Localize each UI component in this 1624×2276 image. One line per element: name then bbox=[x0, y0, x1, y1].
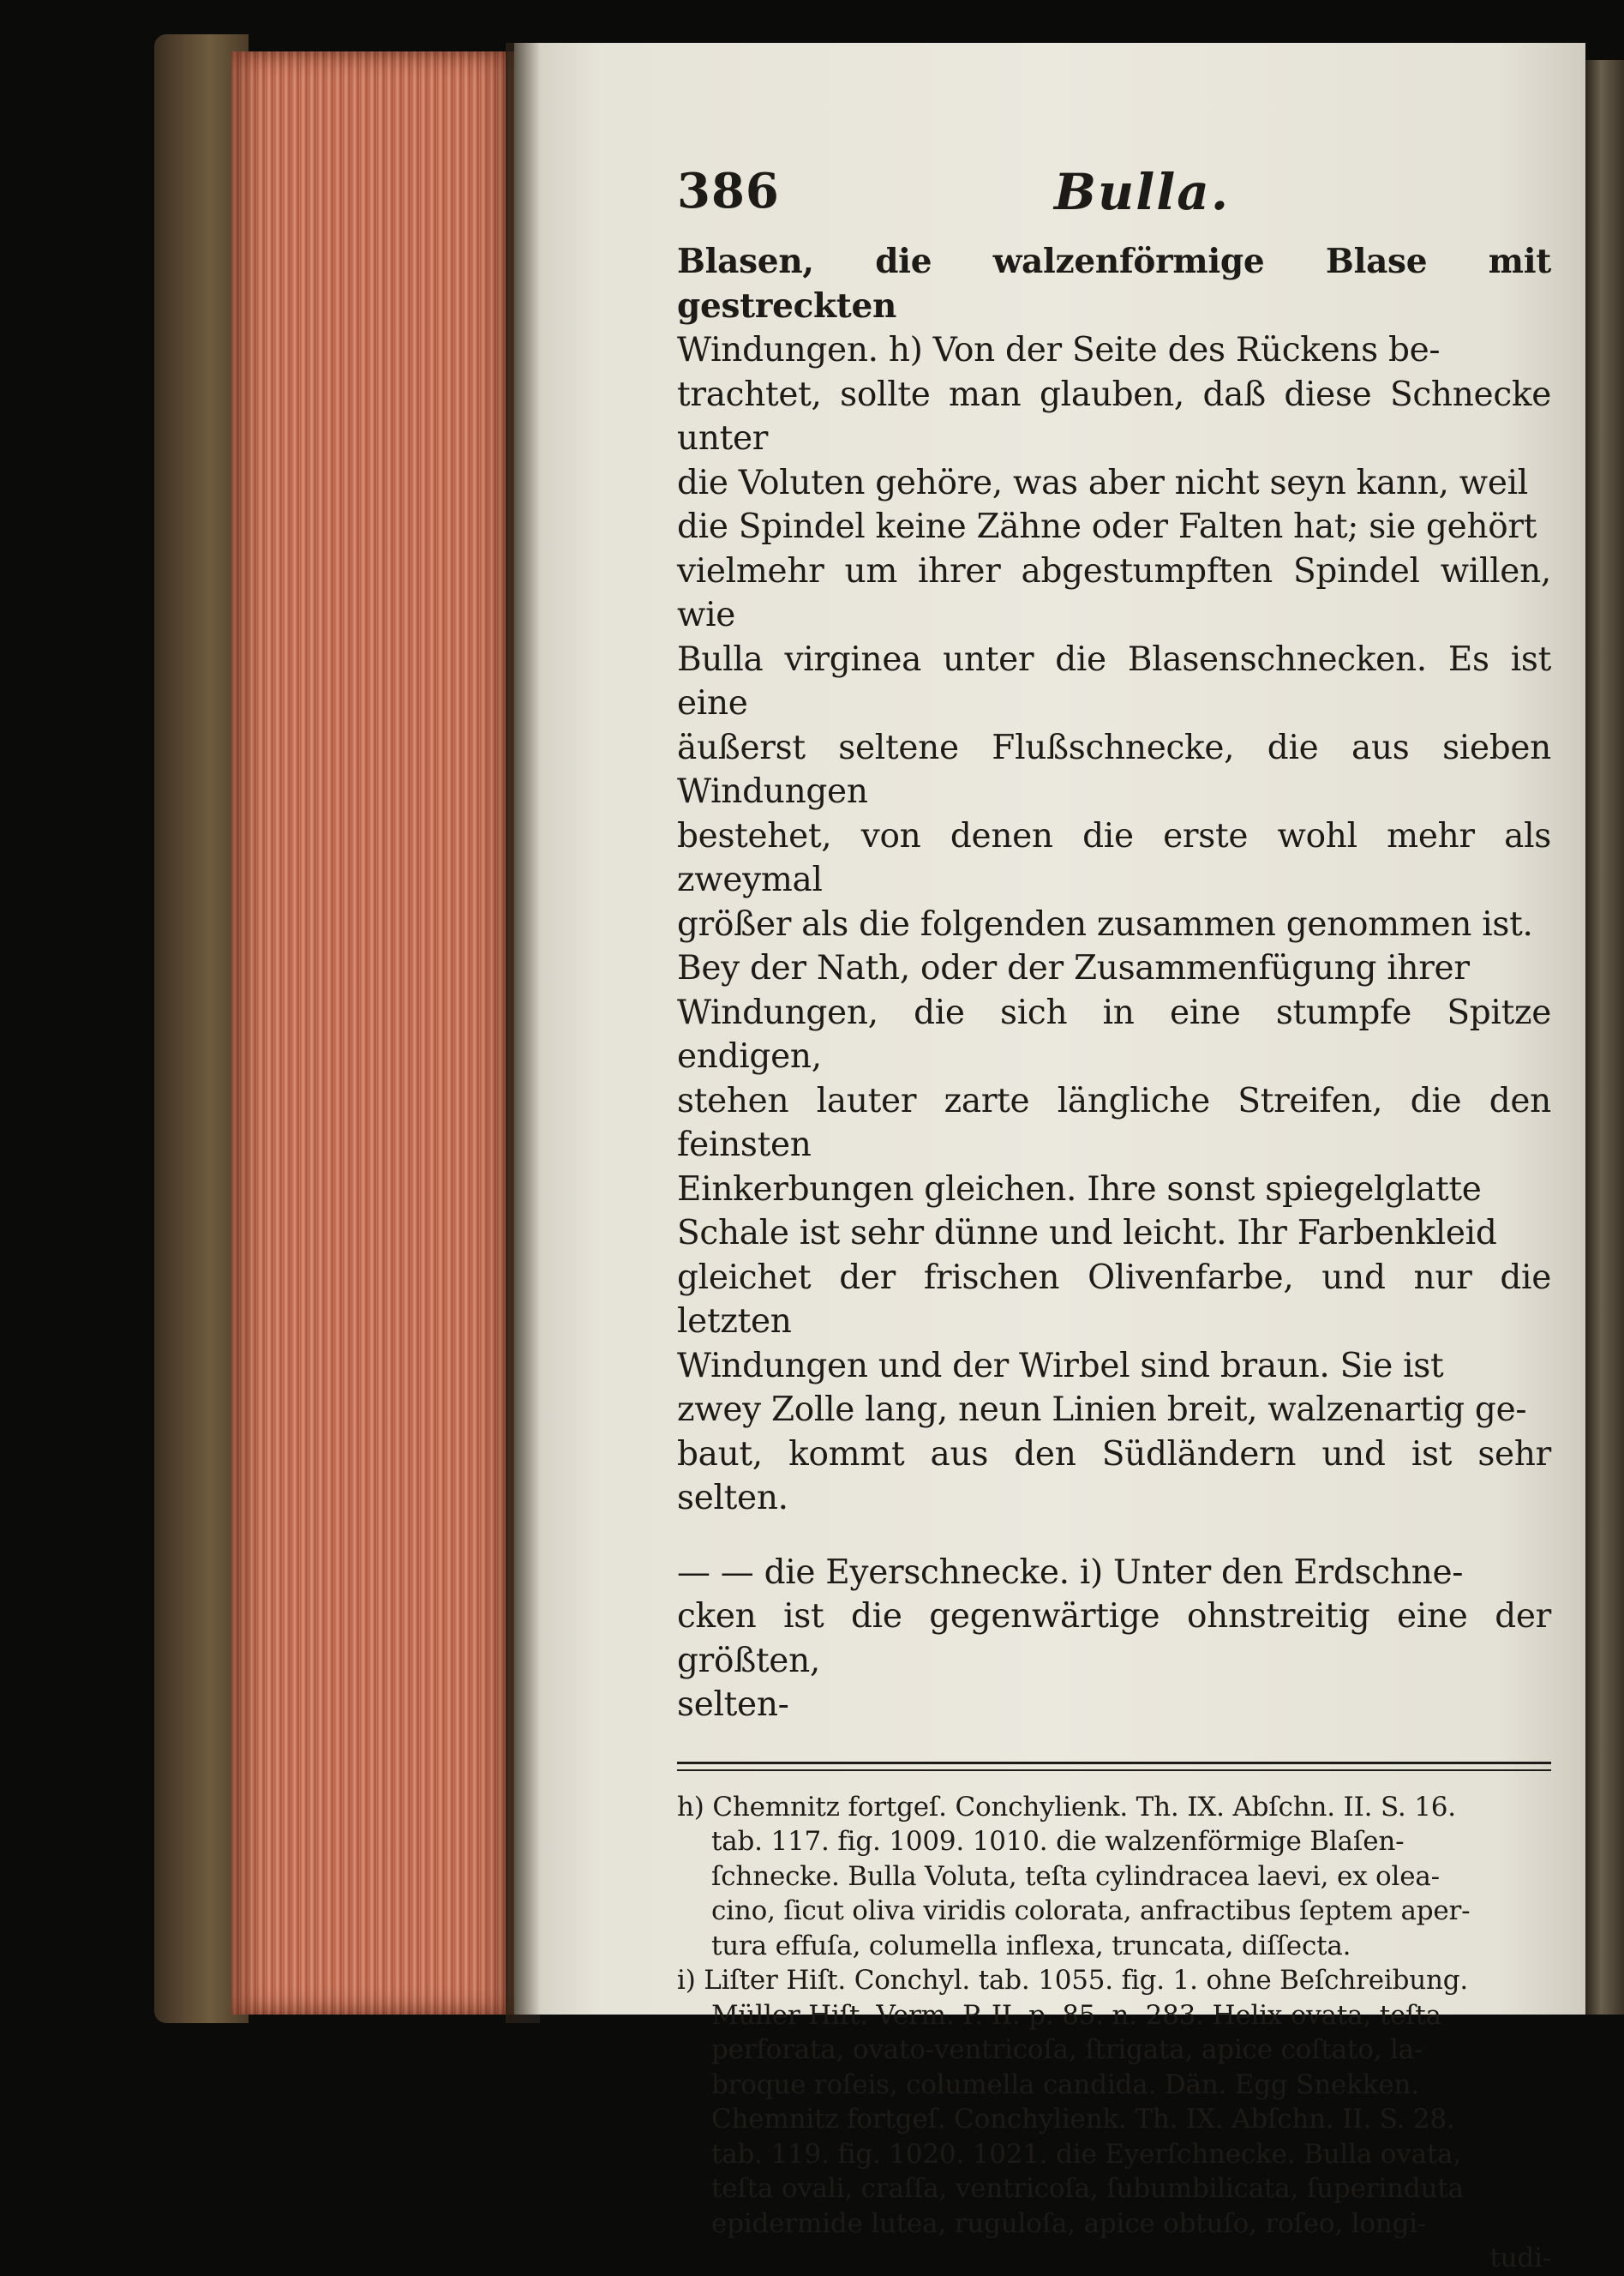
page-number: 386 bbox=[677, 163, 780, 219]
footnote-i bbox=[677, 1963, 1551, 2276]
text-line: Blasen, die walzenförmige Blase mit gestreckten bbox=[677, 242, 1551, 326]
text-line: baut, kommt aus den Südländern und ist sehr selten. bbox=[677, 1434, 1551, 1517]
footnote-line: cino, ſicut oliva viridis colorata, anfractibus ſeptem aper- bbox=[711, 1895, 1471, 1926]
text-area bbox=[677, 146, 1551, 2276]
catchword: selten- bbox=[677, 1685, 789, 1724]
footnote-line: tab. 119. fig. 1020. 1021. die Eyerſchnecke. Bulla ovata, bbox=[711, 2138, 1462, 2170]
text-line: Bey der Nath, oder der Zusammenfügung ihrer bbox=[677, 949, 1470, 988]
text-line: bestehet, von denen die erste wohl mehr als zweymal bbox=[677, 816, 1551, 899]
section-gap bbox=[677, 1521, 1551, 1551]
text-line: stehen lauter zarte längliche Streifen, die den feinsten bbox=[677, 1081, 1551, 1164]
footnote-rule bbox=[677, 1762, 1551, 1771]
facing-page-edge bbox=[1585, 60, 1624, 2015]
footnote-line: Chemnitz fortgeſ. Conchylienk. Th. IX. Abſchn. II. S. 28. bbox=[711, 2104, 1455, 2135]
footnote-line: tab. 117. fig. 1009. 1010. die walzenförmige Blaſen- bbox=[711, 1826, 1405, 1857]
text-line: Windungen. h) Von der Seite des Rückens be- bbox=[677, 331, 1441, 369]
footnotes bbox=[677, 1790, 1551, 2276]
entry-eyerschnecke bbox=[677, 1551, 1551, 1727]
text-line: — — die Eyerschnecke. i) Unter den Erdschne- bbox=[677, 1552, 1464, 1592]
catchword: tudi- bbox=[1489, 2243, 1551, 2273]
footnote-line: broque roſeis, columella candida. Dän. Egg Snekken. bbox=[711, 2069, 1419, 2100]
footnote-line: teſta ovali, craſſa, ventricoſa, ſubumbilicata, ſuperinduta bbox=[711, 2173, 1464, 2204]
footnote-line: i) Liſter Hiſt. Conchyl. tab. 1055. fig. 1. ohne Beſchreibung. bbox=[677, 1965, 1469, 1996]
text-line: die Spindel keine Zähne oder Falten hat; sie gehört bbox=[677, 507, 1537, 546]
footnote-line: tura effuſa, columella inflexa, truncata, diſſecta. bbox=[711, 1930, 1351, 1961]
text-line: Windungen und der Wirbel sind braun. Sie ist bbox=[677, 1346, 1444, 1385]
text-line: vielmehr um ihrer abgestumpften Spindel willen, wie bbox=[677, 551, 1551, 634]
text-line: größer als die folgenden zusammen genommen ist. bbox=[677, 904, 1533, 944]
text-line: Schale ist sehr dünne und leicht. Ihr Farbenkleid bbox=[677, 1214, 1497, 1252]
text-line: Bulla virginea unter die Blasenschnecken. Es ist eine bbox=[677, 640, 1551, 723]
footnote-line: Müller Hiſt. Verm. P. II. p. 85. n. 283. Helix ovata, teſta bbox=[711, 1999, 1441, 2031]
text-line: Einkerbungen gleichen. Ihre sonst spiegelglatte bbox=[677, 1169, 1482, 1209]
footnote-line: ſchnecke. Bulla Voluta, teſta cylindracea laevi, ex olea- bbox=[711, 1860, 1440, 1892]
page-edges bbox=[231, 51, 514, 2015]
text-line: gleichet der frischen Olivenfarbe, und nur die letzten bbox=[677, 1258, 1551, 1341]
text-line: die Voluten gehöre, was aber nicht seyn kann, weil bbox=[677, 463, 1528, 502]
footnote-line: epidermide lutea, ruguloſa, apice obtuſo, roſeo, longi- bbox=[711, 2207, 1427, 2239]
footnote-line: h) Chemnitz fortgeſ. Conchylienk. Th. IX. Abſchn. II. S. 16. bbox=[677, 1791, 1456, 1823]
page-title: Bulla. bbox=[1054, 163, 1231, 221]
text-line: zwey Zolle lang, neun Linien breit, walzenartig ge- bbox=[677, 1390, 1527, 1429]
entry-walzenfoermige-blase bbox=[677, 240, 1551, 1521]
text-line: trachtet, sollte man glauben, daß diese Schnecke unter bbox=[677, 375, 1551, 458]
text-line: äußerst seltene Flußschnecke, die aus sieben Windungen bbox=[677, 728, 1551, 811]
gutter-shadow bbox=[506, 43, 540, 2023]
footnote-line: perforata, ovato-ventricoſa, ſtrigata, apice coſtato, la- bbox=[711, 2034, 1423, 2065]
text-line: cken ist die gegenwärtige ohnstreitig eine der größten, bbox=[677, 1597, 1551, 1680]
running-head bbox=[677, 146, 1551, 240]
footnote-h bbox=[677, 1790, 1551, 1964]
text-line: Windungen, die sich in eine stumpfe Spitze endigen, bbox=[677, 993, 1551, 1076]
